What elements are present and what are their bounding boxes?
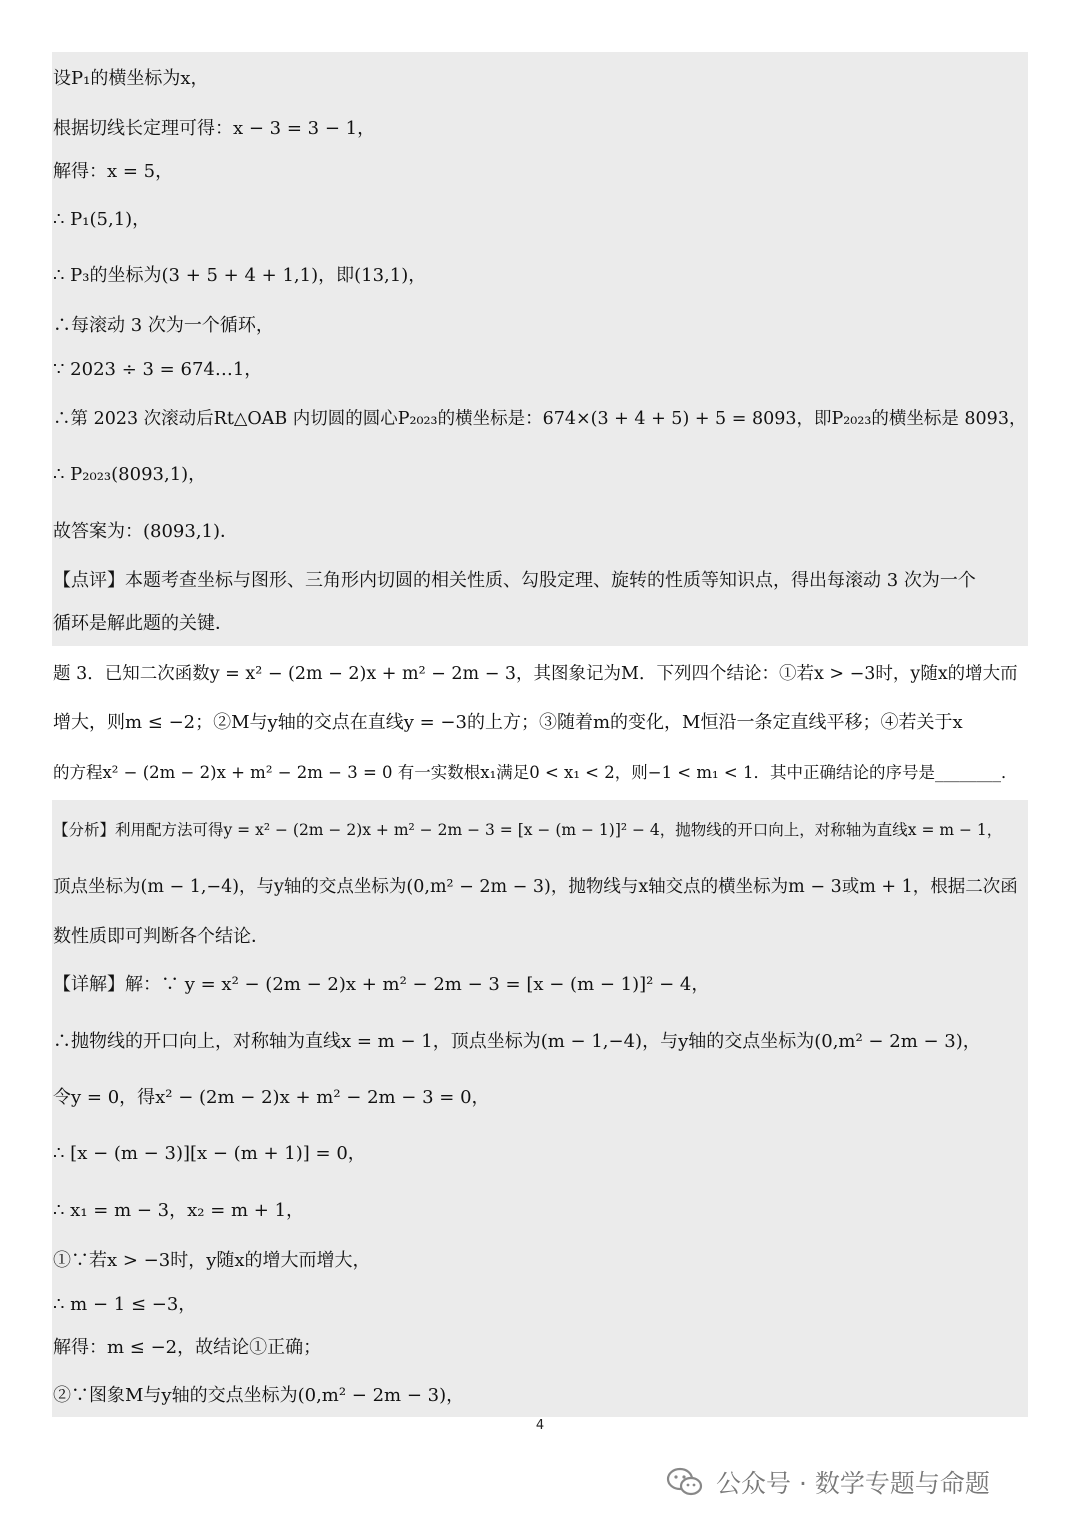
solution-line: ∴ P₁(5,1)，	[53, 209, 151, 230]
solution-line: ∴ P₂₀₂₃(8093,1)，	[53, 464, 207, 485]
solution-line: 根据切线长定理可得：x − 3 = 3 − 1，	[53, 118, 376, 139]
question-line: 题 3．已知二次函数y = x² − (2m − 2)x + m² − 2m − 3，其图象记为M．下列四个结论：①若x > −3时，y随x的增大而	[53, 664, 1018, 684]
analysis-line: 【分析】利用配方法可得y = x² − (2m − 2)x + m² − 2m − 3 = [x − (m − 1)]² − 4，抛物线的开口向上，对称轴为直线x = m − 1，	[53, 821, 1003, 839]
solution-line: 解得：x = 5，	[53, 161, 174, 182]
answer-line: 故答案为：(8093,1)．	[53, 521, 239, 542]
solution-background-top	[52, 52, 1028, 646]
comment-line: 【点评】本题考查坐标与图形、三角形内切圆的相关性质、勾股定理、旋转的性质等知识点，得出每滚动 3 次为一个	[53, 570, 976, 591]
detail-line: ①∵若x > −3时，y随x的增大而增大，	[53, 1250, 371, 1271]
detail-line: 【详解】解：∵ y = x² − (2m − 2)x + m² − 2m − 3 = [x − (m − 1)]² − 4，	[53, 974, 710, 995]
watermark-text: 公众号 · 数学专题与命题	[716, 1469, 990, 1498]
detail-line: ∴ x₁ = m − 3，x₂ = m + 1，	[53, 1200, 305, 1221]
solution-line: 设P₁的横坐标为x，	[53, 68, 209, 89]
page-number: 4	[535, 1418, 545, 1433]
comment-line: 循环是解此题的关键．	[53, 613, 233, 634]
detail-line: ∴ [x − (m − 3)][x − (m + 1)] = 0，	[53, 1143, 366, 1164]
detail-line: ∴抛物线的开口向上，对称轴为直线x = m − 1，顶点坐标为(m − 1,−4)，与y轴的交点坐标为(0,m² − 2m − 3)，	[53, 1031, 981, 1052]
detail-line: ∴ m − 1 ≤ −3，	[53, 1294, 197, 1315]
watermark	[666, 1462, 990, 1502]
solution-line: ∴ P₃的坐标为(3 + 5 + 4 + 1,1)，即(13,1)，	[53, 265, 427, 286]
analysis-line: 顶点坐标为(m − 1,−4)，与y轴的交点坐标为(0,m² − 2m − 3)，抛物线与x轴交点的横坐标为m − 3或m + 1，根据二次函	[53, 877, 1018, 897]
detail-line: 解得：m ≤ −2，故结论①正确；	[53, 1337, 322, 1358]
question-line: 的方程x² − (2m − 2)x + m² − 2m − 3 = 0 有一实数根x₁满足0 < x₁ < 2，则−1 < m₁ < 1．其中正确结论的序号是________．	[53, 763, 1018, 782]
analysis-line: 数性质即可判断各个结论．	[53, 926, 269, 947]
question-line: 增大，则m ≤ −2；②M与y轴的交点在直线y = −3的上方；③随着m的变化，M恒沿一条定直线平移；④若关于x	[53, 712, 963, 733]
solution-line: ∴每滚动 3 次为一个循环，	[53, 315, 274, 336]
solution-line: ∴第 2023 次滚动后Rt△OAB 内切圆的圆心P₂₀₂₃的横坐标是：674×(3 + 4 + 5) + 5 = 8093，即P₂₀₂₃的横坐标是 8093，	[53, 409, 1027, 429]
detail-line: ②∵图象M与y轴的交点坐标为(0,m² − 2m − 3)，	[53, 1385, 465, 1406]
detail-line: 令y = 0，得x² − (2m − 2)x + m² − 2m − 3 = 0，	[53, 1087, 490, 1108]
wechat-icon	[666, 1467, 704, 1497]
solution-line: ∵ 2023 ÷ 3 = 674…1，	[53, 359, 263, 380]
